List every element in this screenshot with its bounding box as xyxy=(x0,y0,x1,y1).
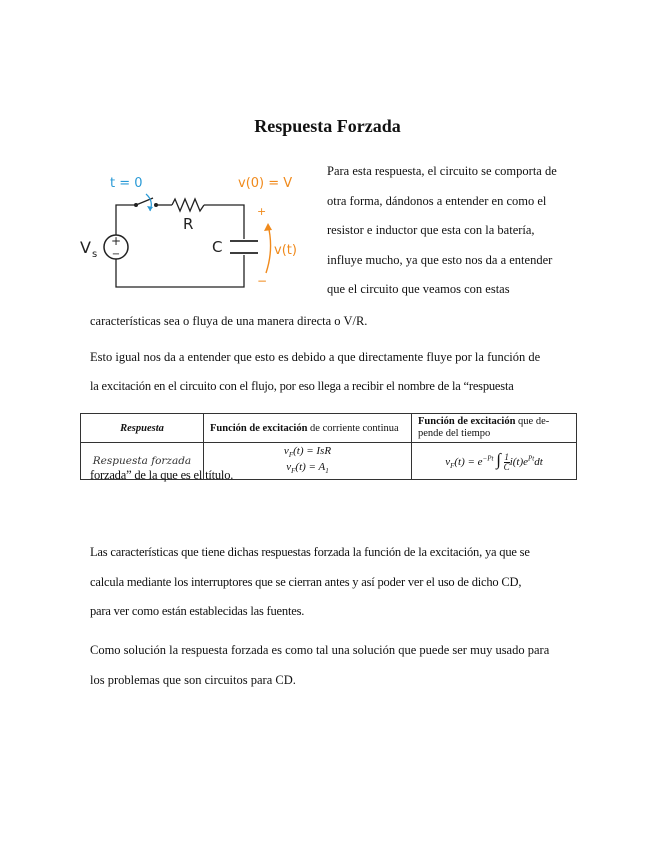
resistor xyxy=(172,199,204,211)
paragraph-4 xyxy=(90,636,570,695)
wire-bottom xyxy=(116,255,244,287)
paragraph-3-line: para ver como están establecidas las fuentes. xyxy=(90,604,305,618)
voltage-label: v(t) xyxy=(274,243,297,258)
table-header-row xyxy=(81,414,577,443)
side-line: otra forma, dándonos a entender en como el xyxy=(327,193,547,208)
source-plus: + xyxy=(110,234,122,248)
source-subscript: s xyxy=(92,249,98,260)
side-line: resistor e inductor que esta con la batería, xyxy=(327,223,535,237)
side-paragraph xyxy=(327,157,572,305)
dc-equations: $v_F(t)$ = IsR $v_F(t) = A_1$ xyxy=(204,443,412,480)
capacitor-label: C xyxy=(212,238,223,256)
minus-sign: − xyxy=(257,274,268,288)
paragraph-3-line: Las características que tiene dichas respuestas forzada la función de la excitación, ya que se xyxy=(90,545,530,559)
paragraph-4-line: los problemas que son circuitos para CD. xyxy=(90,672,296,687)
paragraph-3 xyxy=(90,538,570,627)
paragraph-3-line: calcula mediante los interruptores que se cierran antes y así poder ver el uso de dicho CD, xyxy=(90,574,522,589)
initial-condition: v(0) = V xyxy=(238,176,293,191)
side-line: influye mucho, ya que esto nos da a entender xyxy=(327,252,553,267)
resistor-label: R xyxy=(183,215,194,233)
paragraph-1-end: características sea o fluya de una manera directa o V/R. xyxy=(90,314,368,328)
source-minus: − xyxy=(111,249,121,260)
source-label: V xyxy=(80,238,91,257)
header-time-function: Función de excitación que de-pende del tiempo xyxy=(412,414,577,443)
header-dc-function: Función de excitación de corriente continua xyxy=(204,414,412,443)
side-line: que el circuito que veamos con estas xyxy=(327,282,510,296)
circuit-diagram xyxy=(76,165,308,295)
plus-sign: + xyxy=(257,205,267,218)
side-line: Para esta respuesta, el circuito se comporta de xyxy=(327,164,557,178)
voltage-arrow xyxy=(266,225,271,273)
wire-left xyxy=(116,205,136,235)
switch-label: t = 0 xyxy=(110,176,143,191)
paragraph-2-line-2: la excitación en el circuito con el flujo, por eso llega a recibir el nombre de la “respuesta xyxy=(90,379,514,393)
paragraph-2-end: forzada” de la que es el título. xyxy=(90,468,234,482)
time-equation: $v_F(t) = e^{-Pt}$ ∫ $\frac{1}{C}$ $i(t)e^{Pt}dt$ xyxy=(412,443,577,480)
row-label: Respuesta forzada xyxy=(81,443,204,480)
page-title: Respuesta Forzada xyxy=(254,116,401,136)
paragraph-2-line-1: Esto igual nos da a entender que esto es debido a que directamente fluye por la función de xyxy=(90,350,541,364)
paragraph-4-line: Como solución la respuesta forzada es como tal una solución que puede ser muy usado para xyxy=(90,643,550,657)
header-respuesta: Respuesta xyxy=(81,414,204,443)
